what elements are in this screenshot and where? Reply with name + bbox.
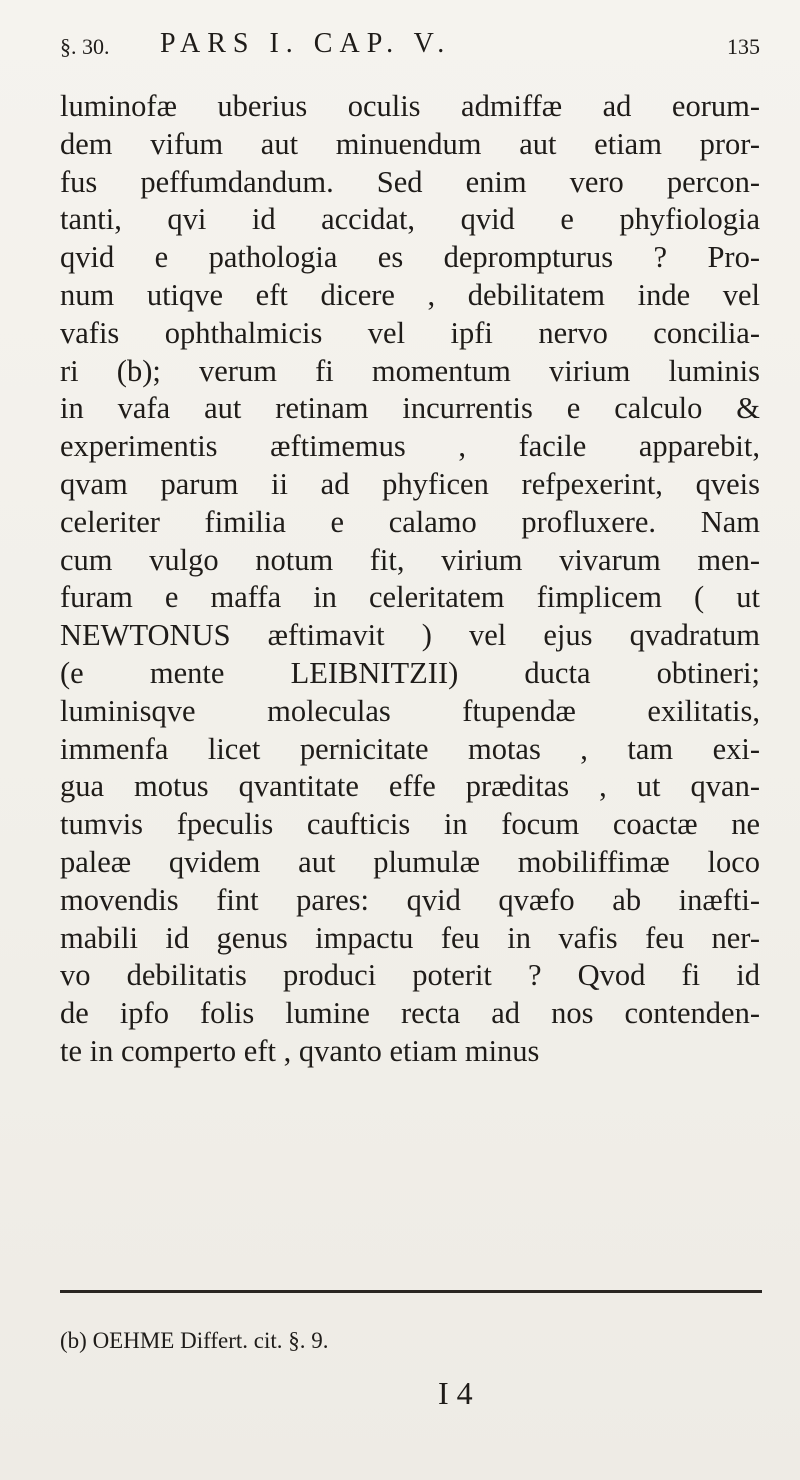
text-line: paleæ qvidem aut plumulæ mobiliffimæ loco: [60, 844, 760, 879]
text-line: immenfa licet pernicitate motas , tam exi-: [60, 731, 760, 766]
text-line: qvid e pathologia es deprompturus ? Pro-: [60, 240, 760, 275]
text-line: qvam parum ii ad phyficen refpexerint, qveis: [60, 466, 760, 501]
footnote-rule: [60, 1290, 762, 1293]
text-line: vo debilitatis produci poterit ? Qvod fi id: [60, 958, 760, 993]
text-line: tanti, qvi id accidat, qvid e phyfiologia: [60, 202, 760, 237]
text-line: fus peffumdandum. Sed enim vero percon-: [60, 164, 760, 199]
text-line: de ipfo folis lumine recta ad nos contenden-: [60, 996, 760, 1031]
text-line: NEWTONUS æftimavit ) vel ejus qvadratum: [60, 618, 760, 653]
text-line: furam e maffa in celeritatem fimplicem ( ut: [60, 580, 760, 615]
text-line: experimentis æftimemus , facile apparebit,: [60, 429, 760, 464]
text-line: vafis ophthalmicis vel ipfi nervo concilia-: [60, 315, 760, 350]
footnote: (b) OEHME Differt. cit. §. 9.: [60, 1328, 329, 1353]
text-line: te in comperto eft , qvanto etiam minus: [60, 1033, 540, 1068]
text-line: movendis fint pares: qvid qvæfo ab inæfti-: [60, 882, 760, 917]
text-line: luminofæ uberius oculis admiffæ ad eorum-: [60, 89, 760, 123]
page-number: 135: [727, 34, 760, 59]
text-line: cum vulgo notum fit, virium vivarum men-: [60, 542, 760, 577]
text-line: luminisqve moleculas ftupendæ exilitatis,: [60, 693, 760, 728]
signature-mark: I 4: [438, 1375, 473, 1411]
text-line: mabili id genus impactu feu in vafis feu ner-: [60, 920, 760, 955]
running-title: PARS I. CAP. V.: [160, 28, 452, 59]
section-number: §. 30.: [60, 34, 110, 59]
text-line: ri (b); verum fi momentum virium luminis: [60, 353, 760, 388]
text-line: gua motus qvantitate effe præditas , ut qvan-: [60, 769, 760, 804]
text-line: num utiqve eft dicere , debilitatem inde vel: [60, 277, 760, 312]
text-line: (e mente LEIBNITZII) ducta obtineri;: [60, 655, 760, 690]
main-text: [60, 88, 780, 1071]
text-line: celeriter fimilia e calamo profluxere. Nam: [60, 504, 760, 539]
text-line: tumvis fpeculis caufticis in focum coactæ ne: [60, 807, 760, 842]
text-line: dem vifum aut minuendum aut etiam pror-: [60, 126, 760, 161]
running-header: [60, 28, 780, 68]
text-line: in vafa aut retinam incurrentis e calculo &: [60, 391, 760, 426]
